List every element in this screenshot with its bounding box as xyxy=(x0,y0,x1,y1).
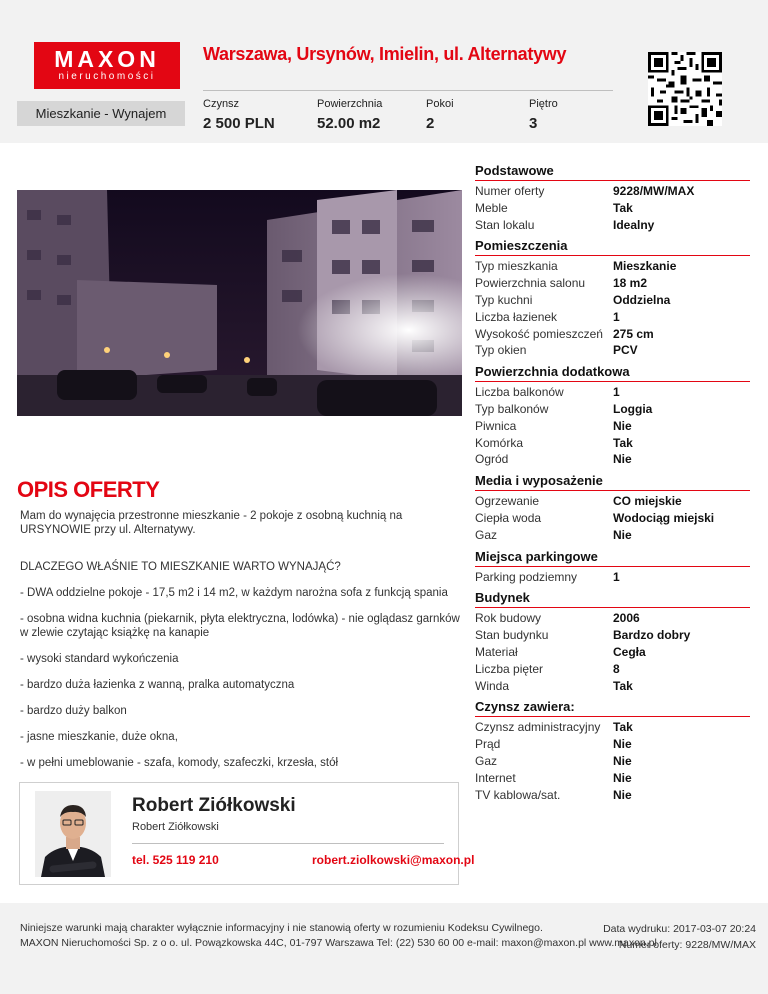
detail-value: Nie xyxy=(613,452,632,467)
logo-brand: MAXON xyxy=(54,46,160,72)
detail-key: Liczba balkonów xyxy=(475,385,564,400)
detail-key: Wysokość pomieszczeń xyxy=(475,326,603,341)
detail-key: Typ okien xyxy=(475,343,527,358)
agent-avatar xyxy=(35,791,111,877)
details-section xyxy=(475,699,750,803)
detail-row xyxy=(475,493,750,510)
detail-value: 1 xyxy=(613,385,620,400)
detail-value: Nie xyxy=(613,527,632,542)
detail-key: Meble xyxy=(475,200,508,215)
description-paragraph: - bardzo duży balkon xyxy=(20,705,127,717)
detail-row xyxy=(475,770,750,787)
detail-row xyxy=(475,719,750,736)
details-section xyxy=(475,163,750,233)
detail-value: PCV xyxy=(613,343,638,358)
agent-divider xyxy=(132,843,444,844)
detail-key: Liczba łazienek xyxy=(475,309,558,324)
section-title: Pomieszczenia xyxy=(475,238,750,256)
detail-value: Wodociąg miejski xyxy=(613,510,715,525)
detail-value: 2006 xyxy=(613,611,640,626)
detail-row xyxy=(475,736,750,753)
detail-row xyxy=(475,435,750,452)
detail-value: 1 xyxy=(613,569,620,584)
description-paragraph: - jasne mieszkanie, duże okna, xyxy=(20,731,178,743)
maxon-logo[interactable] xyxy=(34,42,180,89)
description-title: OPIS OFERTY xyxy=(17,477,160,502)
stat-label: Czynsz xyxy=(203,98,240,110)
print-date: Data wydruku: 2017-03-07 20:24 xyxy=(603,923,756,935)
footer-meta xyxy=(603,921,756,953)
detail-row xyxy=(475,401,750,418)
detail-value: Tak xyxy=(613,435,633,450)
detail-value: Cegła xyxy=(613,644,646,659)
description-paragraph: Mam do wynajęcia przestronne mieszkanie - 2 pokoje z osobną kuchnią na URSYNOWIE przy ul. Alternatywy. xyxy=(20,510,403,536)
detail-value: CO miejskie xyxy=(613,494,682,509)
details-section xyxy=(475,549,750,586)
detail-value: 275 cm xyxy=(613,326,654,341)
detail-row xyxy=(475,384,750,401)
property-photo[interactable] xyxy=(17,190,462,416)
agent-name: Robert Ziółkowski xyxy=(132,795,296,816)
detail-row xyxy=(475,292,750,309)
footer xyxy=(0,903,768,994)
detail-row xyxy=(475,200,750,217)
detail-value: Nie xyxy=(613,770,632,785)
description-paragraph: - w pełni umeblowanie - szafa, komody, szafeczki, krzesła, stół xyxy=(20,757,339,769)
detail-value: Tak xyxy=(613,678,633,693)
detail-row xyxy=(475,342,750,359)
detail-value: 18 m2 xyxy=(613,276,648,291)
section-title: Powierzchnia dodatkowa xyxy=(475,364,750,382)
detail-key: Liczba pięter xyxy=(475,661,544,676)
description-paragraph: - osobna widna kuchnia (piekarnik, płyta elektryczna, lodówka) - nie oglądasz garnków w zlewie czytając książkę na kanapie xyxy=(20,613,460,639)
detail-key: Gaz xyxy=(475,527,498,542)
logo-subtitle: nieruchomości xyxy=(58,71,156,82)
detail-row xyxy=(475,451,750,468)
detail-key: Stan lokalu xyxy=(475,217,535,232)
detail-key: Typ kuchni xyxy=(475,292,533,307)
stat-rent xyxy=(203,98,275,132)
stat-value: 52.00 m2 xyxy=(317,115,381,132)
detail-key: Parking podziemny xyxy=(475,569,578,584)
stat-label: Piętro xyxy=(529,98,558,110)
stat-area xyxy=(317,98,382,132)
detail-row xyxy=(475,753,750,770)
detail-row xyxy=(475,787,750,804)
qr-code[interactable] xyxy=(648,52,722,126)
header-band xyxy=(0,0,768,143)
detail-row xyxy=(475,610,750,627)
detail-row xyxy=(475,183,750,200)
stat-floor xyxy=(529,98,558,132)
detail-key: Typ balkonów xyxy=(475,401,549,416)
detail-value: Bardzo dobry xyxy=(613,628,691,643)
detail-row xyxy=(475,661,750,678)
detail-value: Tak xyxy=(613,200,633,215)
detail-value: 9228/MW/MAX xyxy=(613,184,695,198)
footer-contact: MAXON Nieruchomości Sp. z o o. ul. Powązkowska 44C, 01-797 Warszawa Tel: (22) 530 60 00 e-mail: maxon@maxon.pl www.maxon.pl xyxy=(20,937,657,949)
detail-key: Typ mieszkania xyxy=(475,259,558,274)
description-paragraph: DLACZEGO WŁAŚNIE TO MIESZKANIE WARTO WYNAJĄĆ? xyxy=(20,561,341,573)
stat-value: 2 xyxy=(426,115,435,132)
detail-row xyxy=(475,309,750,326)
agent-subtitle: Robert Ziółkowski xyxy=(132,821,219,833)
detail-row xyxy=(475,678,750,695)
offer-type-badge: Mieszkanie - Wynajem xyxy=(17,101,185,126)
detail-row xyxy=(475,258,750,275)
description-paragraph: - bardzo duża łazienka z wanną, pralka automatyczna xyxy=(20,679,295,691)
section-title: Podstawowe xyxy=(475,163,750,181)
detail-value: Mieszkanie xyxy=(613,259,677,274)
detail-row xyxy=(475,644,750,661)
detail-key: Ciepła woda xyxy=(475,510,542,525)
agent-email-link[interactable]: robert.ziolkowski@maxon.pl xyxy=(312,853,475,867)
detail-value: Nie xyxy=(613,787,632,802)
details-section xyxy=(475,364,750,468)
detail-row xyxy=(475,326,750,343)
detail-row xyxy=(475,275,750,292)
stat-label: Powierzchnia xyxy=(317,98,383,110)
section-title: Media i wyposażenie xyxy=(475,473,750,491)
description-paragraph: - DWA oddzielne pokoje - 17,5 m2 i 14 m2, w każdym narożna sofa z funkcją spania xyxy=(20,587,448,599)
details-panel xyxy=(475,163,750,808)
detail-value: Tak xyxy=(613,720,633,735)
detail-value: 1 xyxy=(613,309,620,324)
detail-key: Piwnica xyxy=(475,418,517,433)
details-section xyxy=(475,473,750,543)
footer-disclaimer xyxy=(20,921,657,951)
detail-key: Ogrzewanie xyxy=(475,494,540,509)
header-divider xyxy=(203,90,613,91)
stat-value: 2 500 PLN xyxy=(203,115,275,132)
detail-row xyxy=(475,627,750,644)
detail-key: Prąd xyxy=(475,737,501,752)
footer-line: Niniejsze warunki mają charakter wyłącznie informacyjny i nie stanowią oferty w rozumieniu Kodeksu Cywilnego. xyxy=(20,922,543,934)
description-paragraph: - wysoki standard wykończenia xyxy=(20,653,179,665)
detail-key: Numer oferty xyxy=(475,184,545,198)
section-title: Budynek xyxy=(475,590,750,608)
section-title: Miejsca parkingowe xyxy=(475,549,750,567)
agent-card xyxy=(19,782,475,885)
detail-value: 8 xyxy=(613,661,620,676)
detail-key: Rok budowy xyxy=(475,611,542,626)
detail-key: Ogród xyxy=(475,452,509,467)
detail-key: Czynsz administracyjny xyxy=(475,720,601,735)
description-text xyxy=(20,509,465,770)
detail-key: Winda xyxy=(475,678,510,693)
detail-row xyxy=(475,510,750,527)
detail-key: Powierzchnia salonu xyxy=(475,276,586,291)
stat-rooms xyxy=(426,98,454,132)
detail-value: Loggia xyxy=(613,401,653,416)
section-title: Czynsz zawiera: xyxy=(475,699,750,717)
detail-key: Internet xyxy=(475,770,516,785)
offer-number: Numer oferty: 9228/MW/MAX xyxy=(618,939,756,951)
detail-value: Oddzielna xyxy=(613,292,671,307)
detail-key: Materiał xyxy=(475,644,518,659)
details-section xyxy=(475,590,750,694)
detail-row xyxy=(475,418,750,435)
detail-row xyxy=(475,217,750,234)
detail-value: Nie xyxy=(613,737,632,752)
detail-key: Komórka xyxy=(475,435,524,450)
detail-value: Idealny xyxy=(613,217,655,232)
agent-phone-link[interactable]: tel. 525 119 210 xyxy=(132,853,219,867)
detail-key: TV kablowa/sat. xyxy=(475,787,561,802)
detail-value: Nie xyxy=(613,418,632,433)
detail-key: Gaz xyxy=(475,753,498,768)
detail-key: Stan budynku xyxy=(475,628,549,643)
property-address: Warszawa, Ursynów, Imielin, ul. Alternatywy xyxy=(203,44,567,64)
details-section xyxy=(475,238,750,359)
detail-row xyxy=(475,527,750,544)
detail-value: Nie xyxy=(613,753,632,768)
stat-label: Pokoi xyxy=(426,98,454,110)
detail-row xyxy=(475,569,750,586)
stat-value: 3 xyxy=(529,115,538,132)
